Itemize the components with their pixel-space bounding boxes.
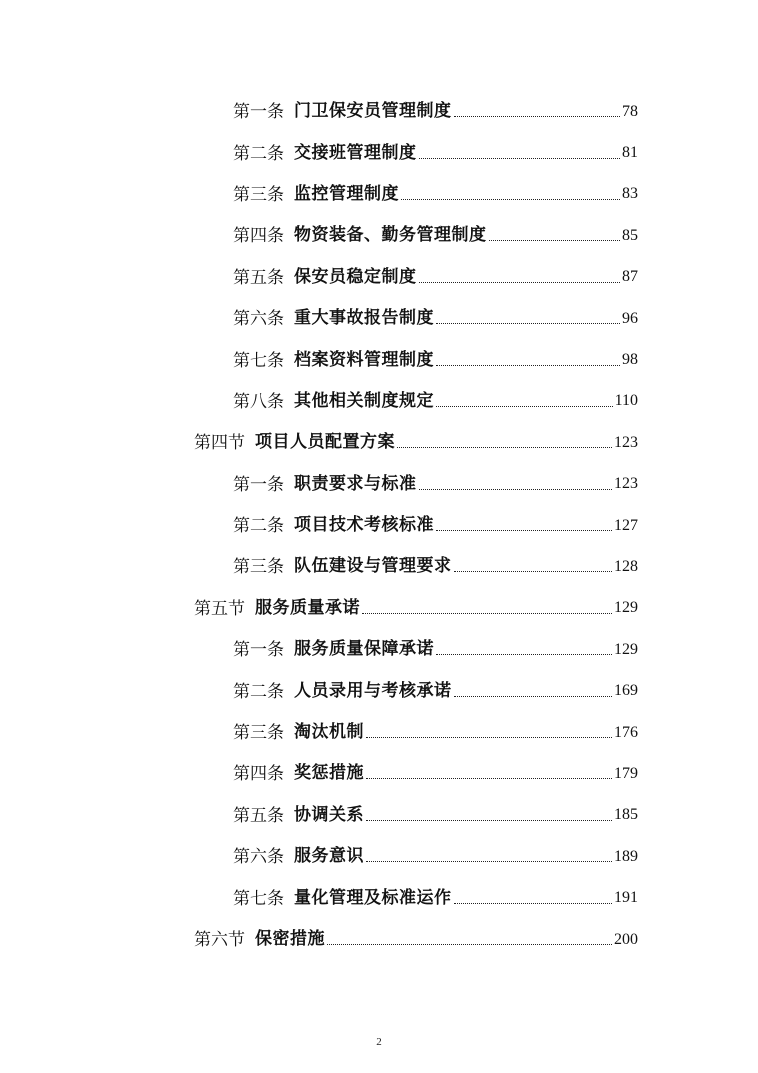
toc-article-entry[interactable] — [233, 174, 638, 215]
toc-entry-page: 189 — [614, 847, 638, 865]
toc-entry-title: 保密措施 — [255, 929, 325, 949]
toc-dot-leader — [327, 944, 612, 945]
toc-article-entry[interactable] — [233, 257, 638, 298]
toc-entry-page: 179 — [614, 764, 638, 782]
toc-article-entry[interactable] — [233, 215, 638, 256]
toc-dot-leader — [454, 571, 613, 572]
toc-article-entry[interactable] — [233, 670, 638, 711]
toc-section-entry[interactable] — [194, 919, 638, 960]
toc-entry-number: 第六条 — [233, 847, 284, 867]
toc-entry-page: 200 — [614, 930, 638, 948]
toc-dot-leader — [419, 158, 621, 159]
toc-section-entry[interactable] — [194, 422, 638, 463]
toc-entry-page: 129 — [614, 599, 638, 617]
toc-entry-title: 项目技术考核标准 — [294, 515, 434, 536]
toc-entry-title: 服务意识 — [294, 846, 364, 867]
toc-entry-number: 第五条 — [233, 805, 284, 825]
toc-dot-leader — [489, 240, 621, 241]
toc-entry-number: 第三条 — [233, 557, 284, 577]
toc-article-entry[interactable] — [233, 629, 638, 670]
page-number: 2 — [376, 1036, 382, 1048]
toc-dot-leader — [454, 116, 621, 117]
toc-article-entry[interactable] — [233, 877, 638, 918]
toc-entry-page: 128 — [614, 557, 638, 575]
toc-article-entry[interactable] — [233, 505, 638, 546]
toc-entry-page: 185 — [614, 806, 638, 824]
toc-dot-leader — [436, 323, 620, 324]
toc-entry-page: 85 — [622, 226, 638, 244]
toc-entry-title: 交接班管理制度 — [294, 142, 417, 163]
toc-entry-number: 第五条 — [233, 267, 284, 287]
toc-entry-title: 物资装备、勤务管理制度 — [294, 225, 487, 246]
toc-entry-title: 门卫保安员管理制度 — [294, 101, 452, 122]
toc-entry-page: 87 — [622, 268, 638, 286]
toc-entry-title: 协调关系 — [294, 804, 364, 825]
toc-article-entry[interactable] — [233, 132, 638, 173]
toc-entry-title: 监控管理制度 — [294, 183, 399, 204]
toc-entry-number: 第四条 — [233, 226, 284, 246]
toc-dot-leader — [454, 696, 613, 697]
toc-entry-number: 第六条 — [233, 309, 284, 329]
toc-dot-leader — [366, 737, 612, 738]
toc-entry-title: 其他相关制度规定 — [294, 390, 434, 411]
toc-dot-leader — [454, 903, 613, 904]
toc-article-entry[interactable] — [233, 546, 638, 587]
toc-entry-number: 第二条 — [233, 143, 284, 163]
toc-dot-leader — [436, 530, 612, 531]
toc-entry-page: 129 — [614, 640, 638, 658]
toc-entry-page: 123 — [614, 475, 638, 493]
toc-entry-page: 78 — [622, 102, 638, 120]
toc-entry-number: 第七条 — [233, 350, 284, 370]
toc-article-entry[interactable] — [233, 836, 638, 877]
toc-entry-number: 第二条 — [233, 516, 284, 536]
toc-article-entry[interactable] — [233, 795, 638, 836]
toc-entry-number: 第五节 — [194, 598, 245, 618]
toc-entry-number: 第三条 — [233, 184, 284, 204]
toc-dot-leader — [436, 654, 612, 655]
toc-entry-number: 第三条 — [233, 723, 284, 743]
toc-dot-leader — [362, 613, 612, 614]
toc-entry-title: 人员录用与考核承诺 — [294, 680, 452, 701]
toc-entry-page: 96 — [622, 309, 638, 327]
toc-dot-leader — [366, 778, 612, 779]
toc-entry-title: 重大事故报告制度 — [294, 308, 434, 329]
toc-entry-title: 保安员稳定制度 — [294, 266, 417, 287]
toc-article-entry[interactable] — [233, 381, 638, 422]
toc-entry-number: 第八条 — [233, 391, 284, 411]
table-of-contents — [0, 91, 758, 960]
toc-entry-title: 档案资料管理制度 — [294, 349, 434, 370]
toc-entry-number: 第一条 — [233, 102, 284, 122]
toc-entry-page: 81 — [622, 144, 638, 162]
toc-dot-leader — [436, 365, 620, 366]
toc-article-entry[interactable] — [233, 339, 638, 380]
toc-entry-page: 191 — [614, 889, 638, 907]
toc-entry-number: 第六节 — [194, 930, 245, 949]
toc-entry-title: 量化管理及标准运作 — [294, 887, 452, 908]
toc-entry-title: 项目人员配置方案 — [255, 432, 395, 453]
toc-article-entry[interactable] — [233, 298, 638, 339]
toc-dot-leader — [366, 861, 612, 862]
toc-dot-leader — [366, 820, 612, 821]
toc-entry-number: 第四条 — [233, 764, 284, 784]
toc-dot-leader — [401, 199, 620, 200]
toc-entry-title: 服务质量保障承诺 — [294, 639, 434, 660]
toc-entry-page: 83 — [622, 185, 638, 203]
toc-article-entry[interactable] — [233, 464, 638, 505]
toc-dot-leader — [419, 489, 613, 490]
toc-entry-title: 奖惩措施 — [294, 763, 364, 784]
toc-entry-number: 第二条 — [233, 681, 284, 701]
toc-entry-page: 127 — [614, 516, 638, 534]
toc-dot-leader — [419, 282, 621, 283]
toc-article-entry[interactable] — [233, 753, 638, 794]
toc-article-entry[interactable] — [233, 712, 638, 753]
toc-entry-page: 169 — [614, 682, 638, 700]
toc-section-entry[interactable] — [194, 588, 638, 629]
toc-dot-leader — [436, 406, 613, 407]
toc-entry-title: 淘汰机制 — [294, 722, 364, 743]
toc-dot-leader — [397, 447, 612, 448]
toc-entry-number: 第七条 — [233, 888, 284, 908]
toc-entry-page: 123 — [614, 433, 638, 451]
toc-entry-page: 98 — [622, 351, 638, 369]
toc-entry-page: 110 — [614, 392, 638, 410]
toc-entry-title: 职责要求与标准 — [294, 473, 417, 494]
toc-entry-title: 队伍建设与管理要求 — [294, 556, 452, 577]
toc-entry-number: 第四节 — [194, 433, 245, 453]
toc-entry-page: 176 — [614, 723, 638, 741]
toc-entry-number: 第一条 — [233, 474, 284, 494]
toc-article-entry[interactable] — [233, 91, 638, 132]
toc-entry-number: 第一条 — [233, 640, 284, 660]
toc-entry-title: 服务质量承诺 — [255, 597, 360, 618]
